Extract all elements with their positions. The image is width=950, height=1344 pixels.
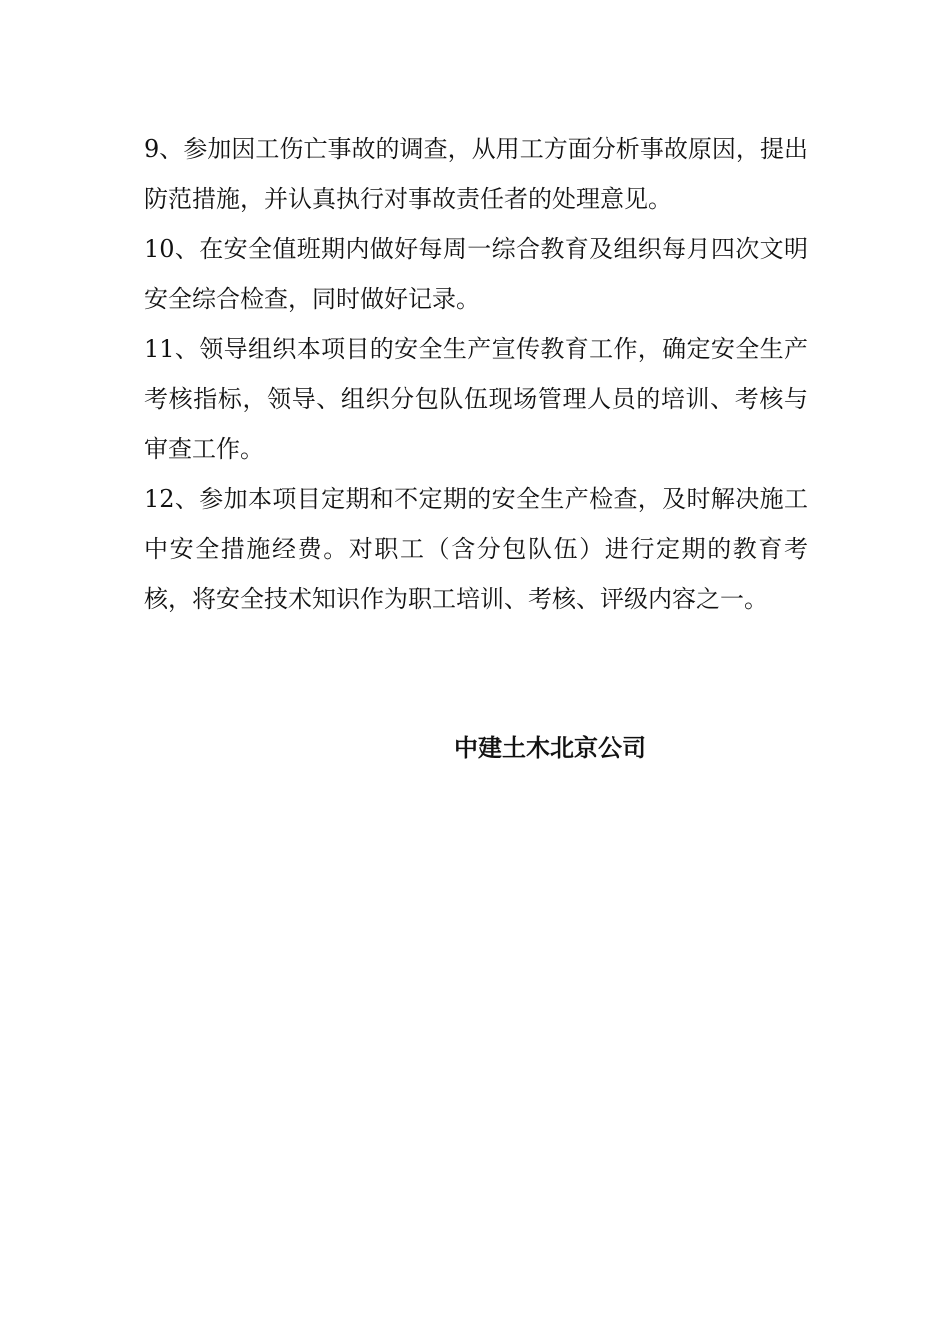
company-signature: 中建土木北京公司 [454, 734, 646, 762]
document-body [144, 124, 808, 624]
paragraph-item-9: 9、参加因工伤亡事故的调查，从用工方面分析事故原因，提出防范措施，并认真执行对事故责任者的处理意见。 [144, 135, 808, 213]
paragraph-item-11: 11、领导组织本项目的安全生产宣传教育工作，确定安全生产考核指标，领导、组织分包队伍现场管理人员的培训、考核与审查工作。 [144, 335, 808, 463]
paragraph-item-10: 10、在安全值班期内做好每周一综合教育及组织每月四次文明安全综合检查，同时做好记录。 [144, 235, 808, 313]
paragraph-item-12: 12、参加本项目定期和不定期的安全生产检查，及时解决施工中安全措施经费。对职工（含分包队伍）进行定期的教育考核，将安全技术知识作为职工培训、考核、评级内容之一。 [144, 485, 808, 613]
